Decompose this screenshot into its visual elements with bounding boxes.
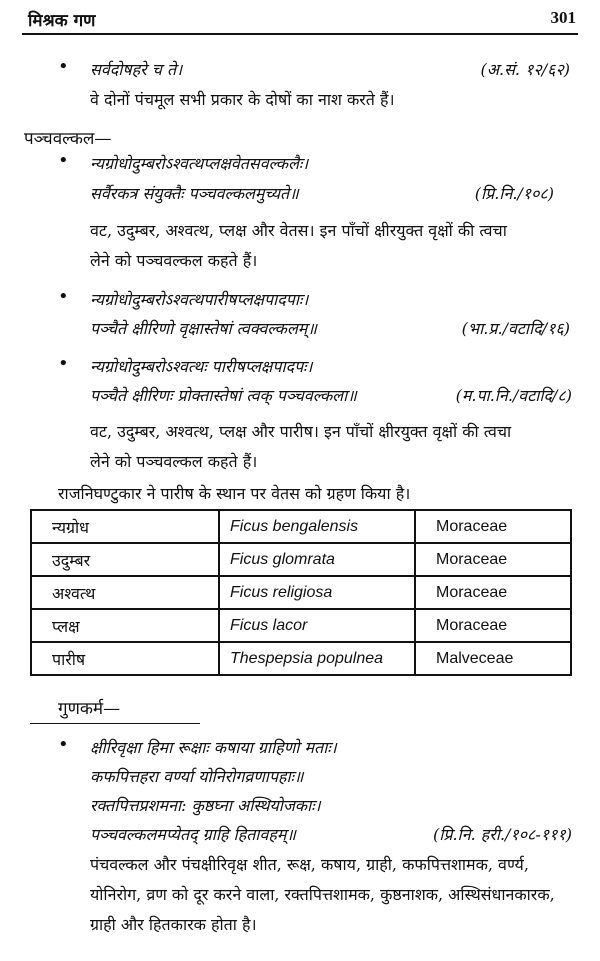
botanical-name-cell: Thespepsia populnea [219,642,415,675]
page-number: 301 [550,8,576,27]
table-row [31,642,571,675]
verse-line: न्यग्रोधोदुम्बरोऽश्वत्थप्लक्षवेतसवल्कलैः। [90,154,309,173]
verse-line: पञ्चैते क्षीरिणः प्रोक्तास्तेषां त्वक् पञ्चवल्कला॥ [90,386,357,405]
plant-name-table [30,509,572,676]
translation-line: वट, उदुम्बर, अश्वत्थ, प्लक्ष और पारीष। इन पाँचों क्षीरयुक्त वृक्षों की त्वचा [90,422,512,441]
family-cell: Moraceae [415,510,571,543]
translation-line: योनिरोग, व्रण को दूर करने वाला, रक्तपित्तशामक, कुष्ठनाशक, अस्थिसंधानकारक, [90,885,555,904]
botanical-name-cell: Ficus bengalensis [219,510,415,543]
translation-line: ग्राही और हितकारक होता है। [90,915,257,934]
verse-citation: (प्रि.नि. हरी./१०८-१११) [432,825,572,844]
table-row [31,510,571,543]
translation-line: पंचवल्कल और पंचक्षीरिवृक्ष शीत, रूक्ष, कषाय, ग्राही, कफपित्तशामक, वर्ण्य, [90,855,529,874]
verse-line: रक्तपित्तप्रशमना: कुष्ठघ्ना अस्थियोजकाः। [90,796,321,815]
table-row [31,576,571,609]
translation-line: वे दोनों पंचमूल सभी प्रकार के दोषों का नाश करते हैं। [90,90,395,109]
verse-line: कफपित्तहरा वर्ण्या योनिरोगव्रणापहाः॥ [90,767,304,786]
table-row [31,543,571,576]
sanskrit-name-cell: उदुम्बर [31,543,219,576]
translation-line: लेने को पञ्चवल्कल कहते हैं। [90,251,258,270]
sanskrit-name-cell: न्यग्रोध [31,510,219,543]
bullet-icon: • [58,150,69,171]
sanskrit-name-cell: प्लक्ष [31,609,219,642]
botanical-name-cell: Ficus religiosa [219,576,415,609]
verse-citation: (प्रि.नि./१०८) [474,184,554,203]
family-cell: Moraceae [415,576,571,609]
sanskrit-name-cell: अश्वत्थ [31,576,219,609]
family-cell: Moraceae [415,543,571,576]
verse-line: पञ्चवल्कलमप्येतद् ग्राहि हितावहम्॥ [90,825,296,844]
chapter-title: मिश्रक गण [28,11,96,31]
verse-line: पञ्चैते क्षीरिणो वृक्षास्तेषां त्वक्वल्कलम्॥ [90,319,317,338]
note-text: राजनिघण्टुकार ने पारीष के स्थान पर वेतस को ग्रहण किया है। [58,484,411,503]
translation-line: वट, उदुम्बर, अश्वत्थ, प्लक्ष और वेतस। इन पाँचों क्षीरयुक्त वृक्षों की त्वचा [90,221,507,240]
bullet-icon: • [58,353,69,374]
section-divider [30,723,200,724]
bullet-icon: • [58,734,69,755]
family-cell: Moraceae [415,609,571,642]
table-row [31,609,571,642]
verse-citation: (भा.प्र./वटादि/१६) [461,319,570,338]
verse-line: न्यग्रोधोदुम्बरोऽश्वत्थपारीषप्लक्षपादपाः। [90,290,309,309]
verse-line: सर्वदोषहरे च ते। [90,60,183,79]
section-heading-panchavalkala: पञ्चवल्कल— [24,129,112,149]
verse-line: क्षीरिवृक्षा हिमा रूक्षाः कषाया ग्राहिणो मताः। [90,738,337,757]
botanical-name-cell: Ficus lacor [219,609,415,642]
bullet-icon: • [58,286,69,307]
verse-citation: (अ.सं. १२/६२) [480,60,570,79]
verse-citation: (म.पा.नि./वटादि/८) [455,386,572,405]
verse-line: न्यग्रोधोदुम्बरोऽश्वत्थः पारीषप्लक्षपादपः। [90,357,313,376]
bullet-icon: • [58,56,69,77]
verse-line: सर्वैरकत्र संयुक्तैः पञ्चवल्कलमुच्यते॥ [90,184,299,203]
translation-line: लेने को पञ्चवल्कल कहते हैं। [90,452,258,471]
family-cell: Malveceae [415,642,571,675]
header-divider [22,33,578,35]
sanskrit-name-cell: पारीष [31,642,219,675]
botanical-name-cell: Ficus glomrata [219,543,415,576]
section-heading-gunakarma: गुणकर्म— [58,699,121,719]
